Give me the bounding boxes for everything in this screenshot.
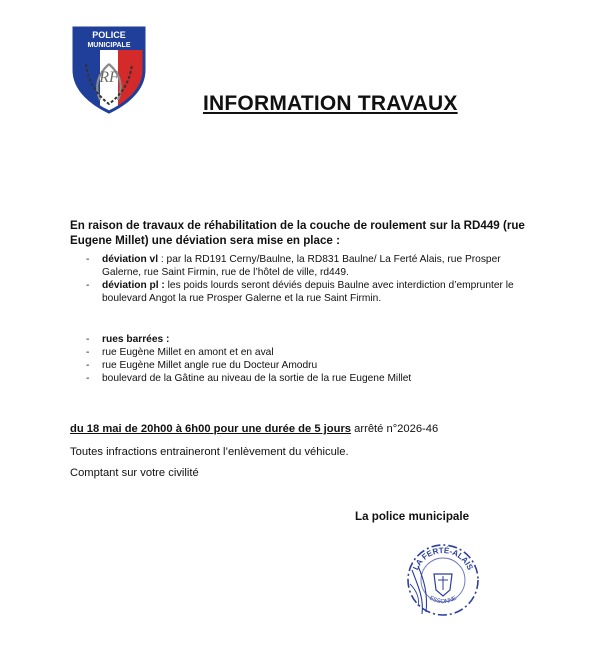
deviation-text: : par la RD191 Cerny/Baulne, la RD831 Baulne/ La Ferté Alais, rue Prosper Galerne, rue Saint Firmin, rue de l’hôtel de ville, rd449. xyxy=(102,254,501,278)
towing-notice: Toutes infractions entraineront l’enlèvement du véhicule. xyxy=(70,446,349,458)
list-item xyxy=(86,372,532,385)
closed-roads-heading xyxy=(86,333,532,346)
works-period xyxy=(70,423,438,435)
deviation-label: déviation pl : xyxy=(102,280,165,291)
list-bullet: - xyxy=(86,334,90,345)
deviation-list xyxy=(86,253,532,305)
closed-road-text: boulevard de la Gâtine au niveau de la sortie de la rue Eugene Millet xyxy=(102,373,412,384)
town-stamp xyxy=(404,540,482,618)
list-bullet: - xyxy=(86,254,90,265)
police-municipale-logo xyxy=(68,24,150,114)
deviation-text: les poids lourds seront déviés depuis Baulne avec interdiction d’emprunter le boulevard Angot la rue Prosper Galerne et la rue Saint Firmin. xyxy=(102,280,514,304)
period-text: du 18 mai de 20h00 à 6h00 pour une durée de 5 jours xyxy=(70,423,352,435)
deviation-pl-item xyxy=(86,279,532,305)
logo-monogram: RF xyxy=(99,69,119,86)
page-title: INFORMATION TRAVAUX xyxy=(203,92,458,115)
list-bullet: - xyxy=(86,373,90,384)
deviation-label: déviation vl xyxy=(102,254,159,265)
list-bullet: - xyxy=(86,347,90,358)
closed-road-text: rue Eugène Millet en amont et en aval xyxy=(102,347,274,358)
intro-paragraph: En raison de travaux de réhabilitation de la couche de roulement sur la RD449 (rue Eugene Millet) une déviation sera mise en place : xyxy=(70,219,525,247)
logo-line1: POLICE xyxy=(92,30,126,40)
list-bullet: - xyxy=(86,280,90,291)
closed-roads-list xyxy=(86,333,532,385)
police-badge-icon xyxy=(68,24,150,114)
civility-line: Comptant sur votre civilité xyxy=(70,467,199,479)
decree-text: arrêté n°2026-46 xyxy=(351,423,439,435)
stamp-seal-icon xyxy=(404,540,482,618)
deviation-vl-item xyxy=(86,253,532,279)
list-item xyxy=(86,359,532,372)
closed-road-text: rue Eugène Millet angle rue du Docteur Amodru xyxy=(102,360,318,371)
stamp-town: LA FERTÉ-ALAIS xyxy=(411,545,475,572)
signature-line: La police municipale xyxy=(355,510,470,523)
closed-roads-title: rues barrées : xyxy=(102,334,170,345)
list-item xyxy=(86,346,532,359)
stamp-department: ESSONNE xyxy=(428,595,458,606)
logo-line2: MUNICIPALE xyxy=(87,42,131,49)
list-bullet: - xyxy=(86,360,90,371)
